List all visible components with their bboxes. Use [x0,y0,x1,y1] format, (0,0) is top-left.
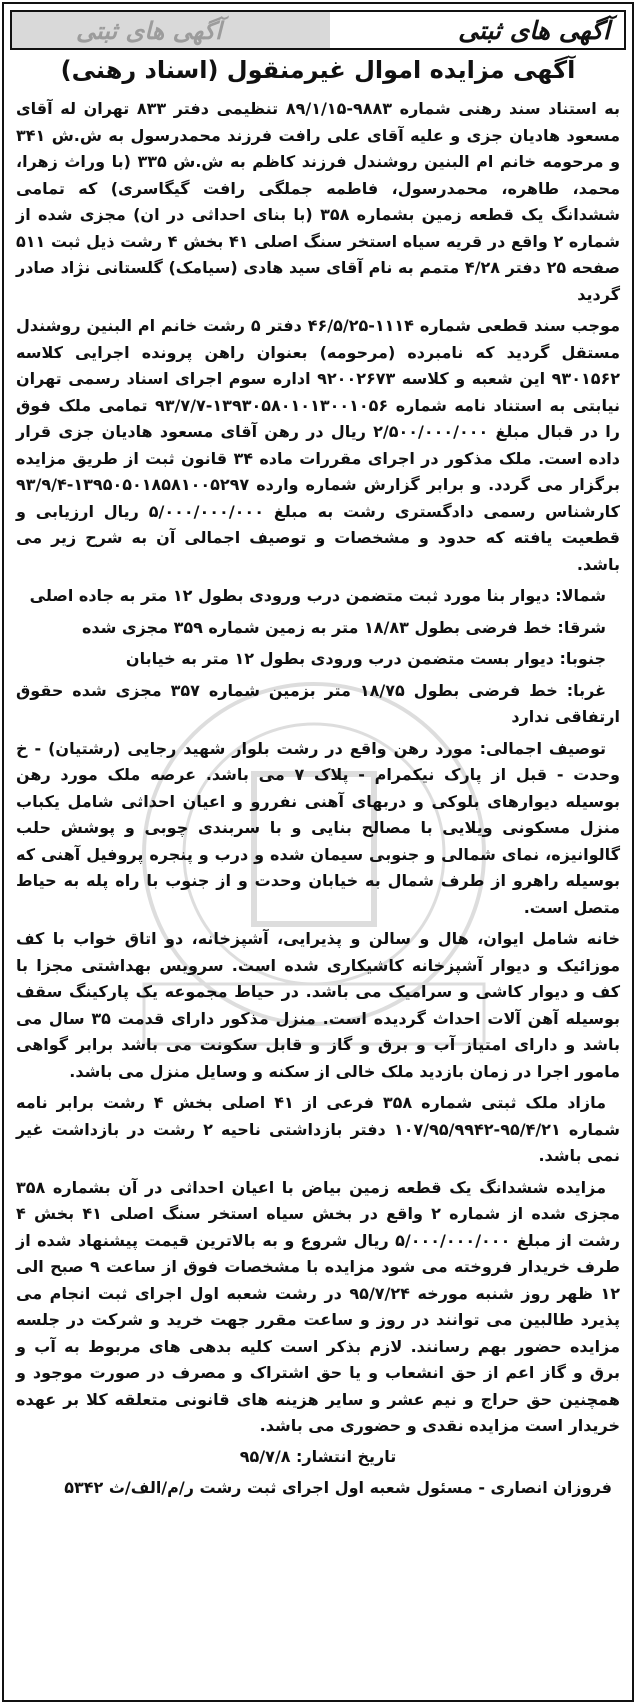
section-title: آگهی های ثبتی [458,16,610,45]
notice-title: آگهی مزایده اموال غیرمنقول (اسناد رهنی) [60,56,576,84]
paragraph-description: توصیف اجمالی: مورد رهن واقع در رشت بلوار شهید رجایی (رشتیان) - خ وحدت - قبل از پارک نیکمرام - پلاک ۷ می باشد. عرصه ملک مورد رهن بوسیله دیوارهای بلوکی و دربهای آهنی نفررو و اعیان احداثی شامل یکباب منزل مسکونی ویلایی با مصالح بنایی و با سربندی چوبی و پوشش حلب گالوانیزه، نمای شمالی و جنوبی سیمان شده و درب و پنجره پروفیل آهنی که بوسیله راهرو از طرف شمال به خیابان وحدت و از جنوب با راه پله به حیاط متصل است. [16,738,621,917]
boundary-east: شرقا: خط فرضی بطول ۱۸/۸۳ متر به زمین شماره ۳۵۹ مجزی شده [81,617,606,637]
paragraph-mortgage: موجب سند قطعی شماره ۱۱۱۴-۴۶/۵/۲۵ دفتر ۵ رشت خانم ام البنین روشندل مستقل گردید که نامبرده (مرحومه) بعنوان راهن پرونده اجرایی کلاسه ۹۳۰۱۵۶۲ این شعبه و کلاسه ۹۲۰۰۲۶۷۳ اداره سوم اجرای اسناد رسمی تهران نیابتی به استناد نامه شماره ۱۳۹۳۰۵۸۰۱۰۱۳۰۰۱۰۵۶-۹۳/۷/۷ تمامی ملک فوق را در قبال مبلغ ۲/۵۰۰/۰۰۰/۰۰۰ ریال در رهن آقای مسعود هادیان جزی قرار داده است. ملک مذکور در اجرای مقررات ماده ۳۴ قانون ثبت از طریق مزایده برگزار می گردد. و برابر گزارش شماره وارده ۱۳۹۵۰۵۰۱۸۵۸۱۰۰۵۲۹۷-۹۳/۹/۴ کارشناس رسمی دادگستری رشت به مبلغ ۵/۰۰۰/۰۰۰/۰۰۰ ریال ارزیابی و قطعیت یافته که حدود و مشخصات و توصیف اجمالی آن به شرح زیر می باشد. [16,316,621,574]
paragraph-auction: مزایده ششدانگ یک قطعه زمین بیاض با اعیان احداثی در آن بشماره ۳۵۸ مجزی شده از شماره ۲ واقع در بخش سیاه استخر سنگ اصلی ۴۱ بخش ۴ رشت از مبلغ ۵/۰۰۰/۰۰۰/۰۰۰ ریال شروع و به بالاترین قیمت پیشنهاد شده از طرف خریدار فروخته می شود مزایده با مشخصات فوق از ساعت ۹ صبح الی ۱۲ ظهر روز شنبه مورخه ۹۵/۷/۲۴ در رشت شعبه اول اجرای ثبت انجام می پذیرد طالبین می توانند در روز و ساعت مقرر جهت خرید و شرکت در جلسه مزایده حضور بهم رسانند. لازم بذکر است کلیه بدهی های مربوط به آب و برق و گاز اعم از حق انشعاب و یا حق اشتراک و مصرف در صورت موجود و همچنین حق حراج و نیم عشر و سایر هزینه های قانونی متعلقه کلا بر عهده خریدار است مزایده نقدی و حضوری می باشد. [16,1177,621,1435]
section-title-ghost: آگهی های ثبتی [76,17,222,45]
boundary-south: جنوبا: دیوار بست متضمن درب ورودی بطول ۱۲ متر به خیابان [125,649,606,668]
notice-body [16,96,620,1501]
notice-page [2,2,634,1702]
signature: فروزان انصاری - مسئول شعبه اول اجرای ثبت رشت ر/م/الف/ث ۵۳۴۲ [64,1477,612,1497]
paragraph-intro: به استناد سند رهنی شماره ۹۸۸۳-۸۹/۱/۱۵ تنظیمی دفتر ۸۳۳ تهران له آقای مسعود هادیان جزی و علیه آقای علی رافت فرزند محمدرسول به ش.ش ۳۴۱ و مرحومه خانم ام البنین روشندل فرزند کاظم به ش.ش ۳۳۵ (با وراث زهرا، محمد، طاهره، محمدرسول، فاطمه جملگی رافت گیگاسری) که تمامی ششدانگ یک قطعه زمین بشماره ۳۵۸ (با بنای احداثی در ان) مجزی شده از شماره ۲ واقع در قریه سیاه استخر سنگ اصلی ۴۱ بخش ۴ رشت ذیل ثبت ۵۱۱ صفحه ۲۵ دفتر ۴/۲۸ متمم به نام آقای سید هادی (سیامک) گلستانی نژاد صادر گردید [16,99,621,304]
boundary-west: غربا: خط فرضی بطول ۱۸/۷۵ متر بزمین شماره ۳۵۷ مجزی شده حقوق ارتفاقی ندارد [16,680,620,726]
section-header [10,10,626,50]
paragraph-surplus: مازاد ملک ثبتی شماره ۳۵۸ فرعی از ۴۱ اصلی بخش ۴ رشت برابر نامه شماره ۹۵/۴/۲۱-۱۰۷/۹۵/۹۹۴۲ دفتر بازداشتی ناحیه ۲ رشت در بازداشت غیر نمی باشد. [16,1093,621,1165]
publish-date: تاریخ انتشار: ۹۵/۷/۸ [239,1446,397,1466]
boundary-north: شمالا: دیوار بنا مورد ثبت متضمن درب ورودی بطول ۱۲ متر به جاده اصلی [29,586,606,605]
paragraph-house: خانه شامل ایوان، هال و سالن و پذیرایی، آشپزخانه، دو اتاق خواب با کف موزائیک و دیوار آشپزخانه کاشیکاری شده است. سرویس بهداشتی مجزا با کف و دیوار کاشی و سرامیک می باشد. در حیاط مجموعه یک پارکینگ سقف بوسیله آهن آلات احداث گردیده است. منزل مذکور دارای قدمت ۳۵ سال می باشد و دارای امتیاز آب و برق و گاز و قابل سکونت می باشد برابر گواهی مامور اجرا در زمان بازدید ملک خالی از سکنه و وسایل منزل می باشد. [16,929,621,1081]
